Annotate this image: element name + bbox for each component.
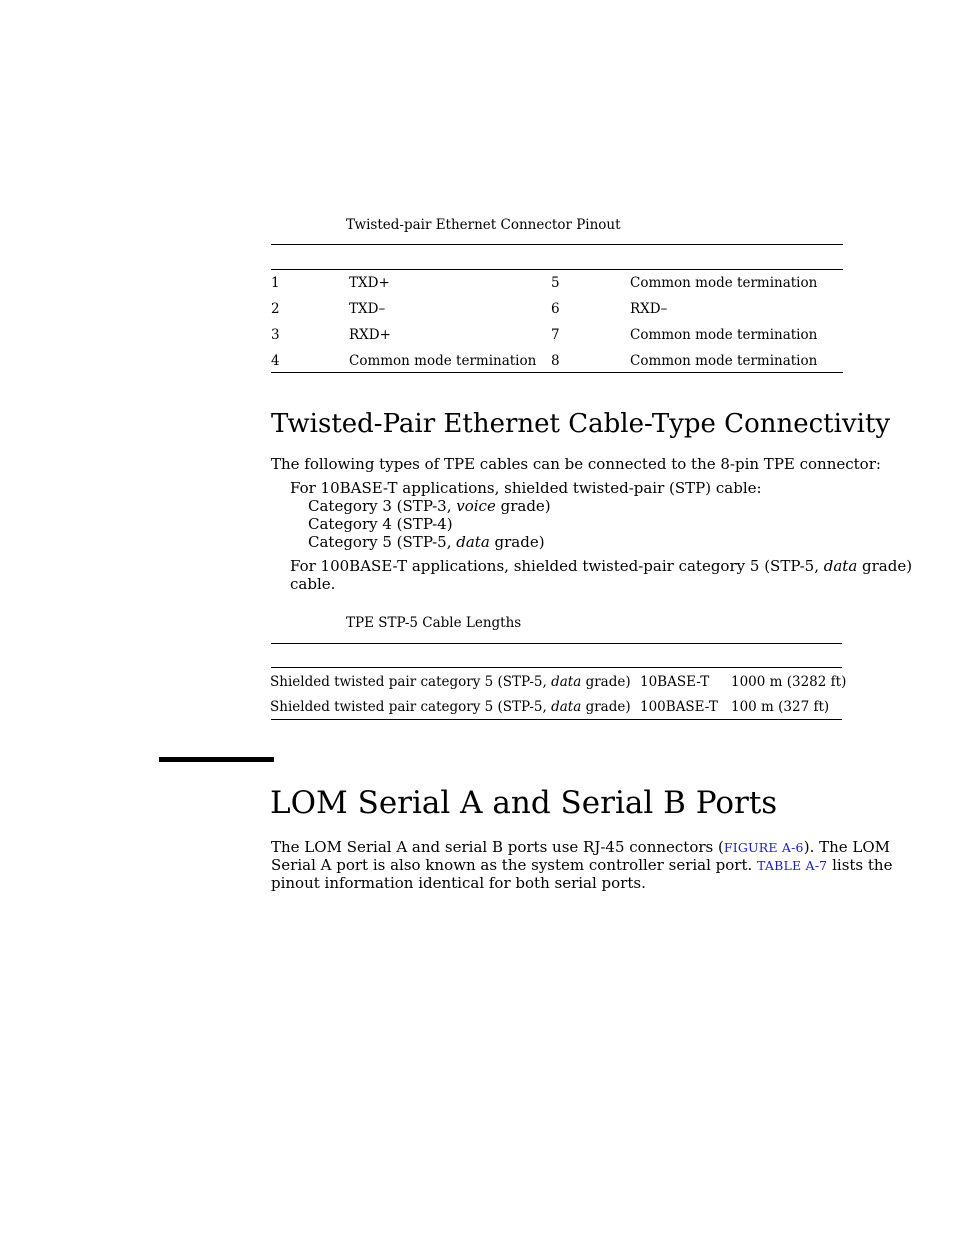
list-subitem: Category 5 (STP-5, data grade) (308, 533, 545, 551)
list-item: For 10BASE-T applications, shielded twisted-pair (STP) cable: (290, 479, 762, 497)
table-cell: Shielded twisted pair category 5 (STP-5, data grade) (270, 699, 631, 715)
table-cell: 8 (551, 353, 560, 369)
table-cell: Common mode termination (630, 327, 818, 343)
table-cell: Shielded twisted pair category 5 (STP-5, data grade) (270, 674, 631, 690)
table-rule-bottom (271, 719, 842, 720)
paragraph-line: The LOM Serial A and serial B ports use RJ-45 connectors (FIGURE A-6). The LOM (271, 838, 891, 856)
table-cell: 2 (271, 301, 280, 317)
table-rule-top (271, 643, 842, 644)
list-subitem: Category 4 (STP-4) (308, 515, 453, 533)
paragraph-line: Serial A port is also known as the system controller serial port. TABLE A-7 lists the (271, 856, 893, 874)
table-cell: 5 (551, 275, 560, 291)
paragraph: The following types of TPE cables can be connected to the 8-pin TPE connector: (271, 455, 881, 473)
table-rule-header (271, 667, 842, 668)
table-caption: TPE STP-5 Cable Lengths (346, 615, 522, 631)
table-cell: RXD+ (349, 327, 391, 343)
table-rule-top (271, 244, 843, 245)
paragraph-line: pinout information identical for both serial ports. (271, 874, 646, 892)
list-item-continuation: cable. (290, 575, 336, 593)
table-cell: 10BASE-T (640, 674, 710, 690)
table-cell: Common mode termination (630, 275, 818, 291)
table-link[interactable]: TABLE A-7 (757, 858, 828, 873)
section-divider-bar (159, 757, 274, 762)
section-heading: LOM Serial A and Serial B Ports (270, 785, 778, 821)
list-item: For 100BASE-T applications, shielded twisted-pair category 5 (STP-5, data grade) (290, 557, 913, 575)
table-cell: Common mode termination (349, 353, 537, 369)
table-rule-header (271, 269, 843, 270)
table-caption: Twisted-pair Ethernet Connector Pinout (346, 217, 621, 233)
table-cell: 100BASE-T (640, 699, 718, 715)
section-heading: Twisted-Pair Ethernet Cable-Type Connectivity (271, 409, 891, 439)
table-cell: 1000 m (3282 ft) (731, 674, 847, 690)
table-cell: 6 (551, 301, 560, 317)
table-cell: 1 (271, 275, 280, 291)
table-cell: 4 (271, 353, 280, 369)
table-cell: 100 m (327 ft) (731, 699, 830, 715)
figure-link[interactable]: FIGURE A-6 (723, 840, 804, 855)
list-subitem: Category 3 (STP-3, voice grade) (308, 497, 551, 515)
table-cell: 7 (551, 327, 560, 343)
table-rule-bottom (271, 372, 843, 373)
table-cell: TXD– (349, 301, 386, 317)
table-cell: Common mode termination (630, 353, 818, 369)
table-cell: TXD+ (349, 275, 390, 291)
table-cell: 3 (271, 327, 280, 343)
table-cell: RXD– (630, 301, 668, 317)
